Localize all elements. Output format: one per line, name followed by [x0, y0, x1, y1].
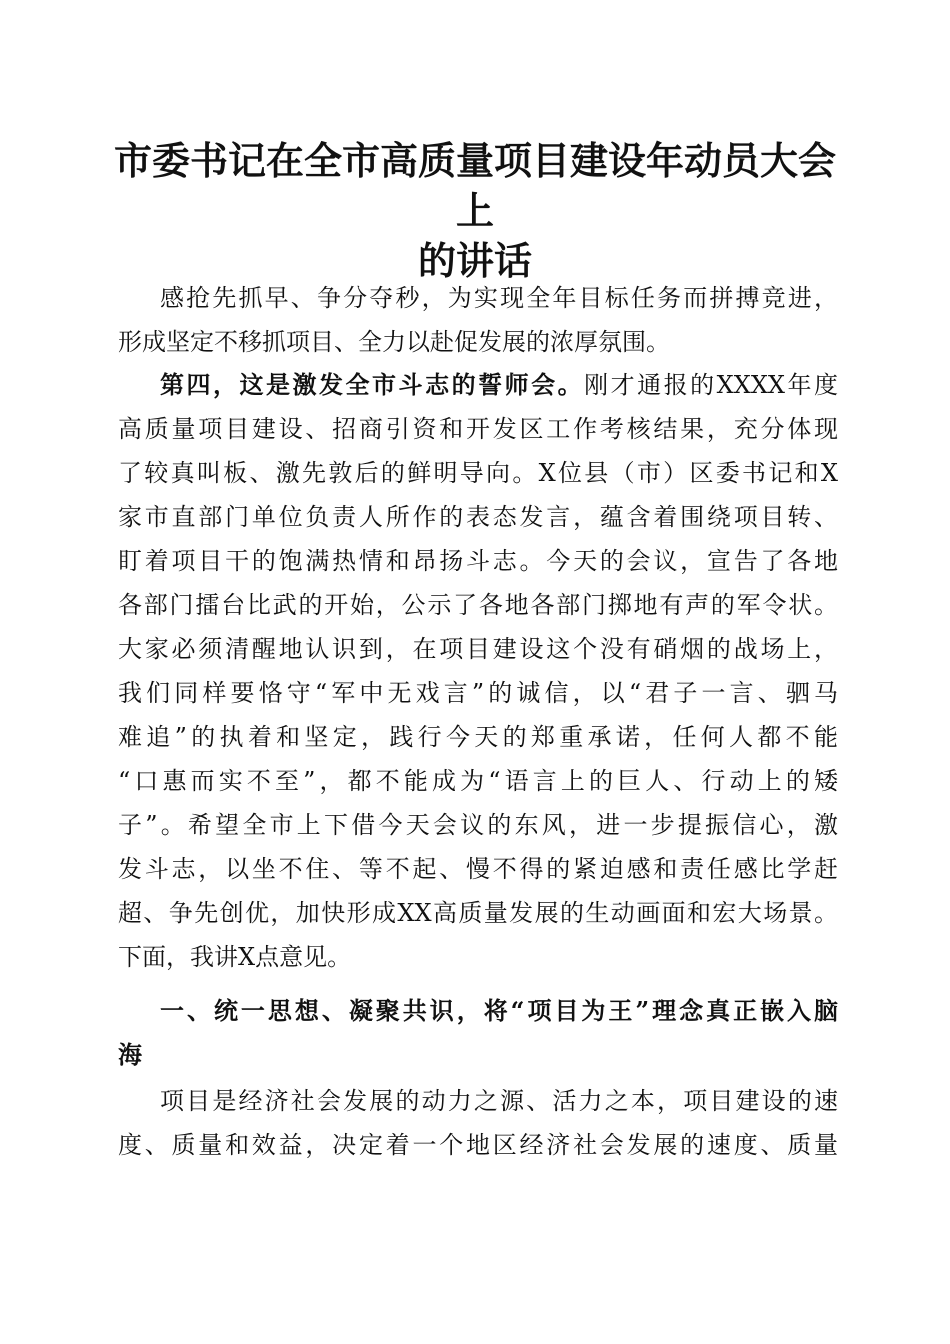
para2-line: 难追”的执着和坚定，践行今天的郑重承诺，任何人都不能 [118, 723, 838, 751]
para3-line: 度、质量和效益，决定着一个地区经济社会发展的速度、质量 [118, 1131, 838, 1159]
title-line-1: 市委书记在全市高质量项目建设年动员大会上 [113, 138, 836, 233]
para1-line: 感抢先抓早、争分夺秒，为实现全年目标任务而拼搏竞进， [160, 284, 838, 312]
para2-line: 盯着项目干的饱满热情和昂扬斗志。今天的会议，宣告了各地 [118, 547, 838, 575]
para2-rest: 刚才通报的XXXX年度 [584, 371, 839, 399]
section-heading-line: 一、统一思想、凝聚共识，将“项目为王”理念真正嵌入脑 [160, 996, 838, 1025]
para2-line: 家市直部门单位负责人所作的表态发言，蕴含着围绕项目转、 [118, 503, 838, 531]
para2-line: 高质量项目建设、招商引资和开发区工作考核结果，充分体现 [118, 415, 838, 443]
para2-line: 大家必须清醒地认识到，在项目建设这个没有硝烟的战场上， [118, 635, 838, 663]
para2-line: 第四，这是激发全市斗志的誓师会。刚才通报的XXXX年度 [160, 370, 839, 399]
para2-line: 了较真叫板、激先敦后的鲜明导向。X位县（市）区委书记和X [118, 459, 838, 487]
para1-line: 形成坚定不移抓项目、全力以赴促发展的浓厚氛围。 [118, 328, 670, 356]
para2-line: “口惠而实不至”，都不能成为“语言上的巨人、行动上的矮 [118, 767, 838, 795]
title-line-2: 的讲话 [417, 238, 532, 283]
section-heading-line: 海 [118, 1040, 142, 1069]
document-title [100, 136, 850, 286]
para2-line: 发斗志，以坐不住、等不起、慢不得的紧迫感和责任感比学赶 [118, 855, 838, 883]
para2-line: 各部门擂台比武的开始，公示了各地各部门掷地有声的军令状。 [118, 591, 838, 619]
para3-line: 项目是经济社会发展的动力之源、活力之本，项目建设的速 [160, 1087, 838, 1115]
para2-line: 子”。希望全市上下借今天会议的东风，进一步提振信心，激 [118, 811, 838, 839]
para2-line: 我们同样要恪守“军中无戏言”的诚信，以“君子一言、驷马 [118, 679, 838, 707]
para2-line: 下面，我讲X点意见。 [118, 943, 352, 971]
para2-line: 超、争先创优，加快形成XX高质量发展的生动画面和宏大场景。 [118, 899, 838, 927]
